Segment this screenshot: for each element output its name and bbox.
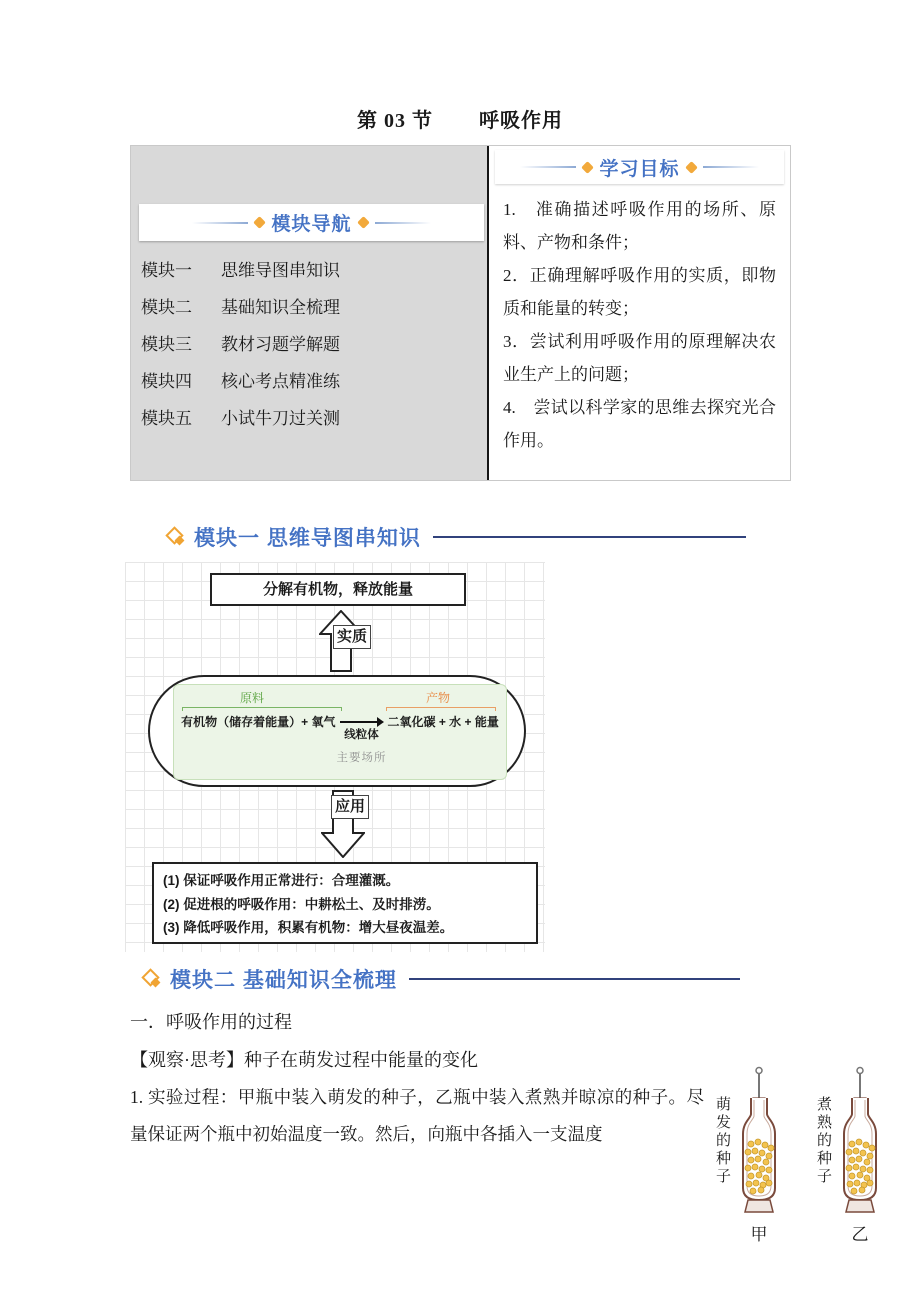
section-number: 第 03 节 — [357, 110, 433, 132]
nav-item-label: 模块三 — [141, 335, 192, 354]
equation-left: 有机物（储存着能量）+ 氧气 — [181, 715, 336, 729]
nav-item — [141, 250, 481, 287]
nav-list — [141, 250, 481, 435]
diamond-ornament-icon — [357, 216, 370, 229]
nav-item-label: 模块二 — [141, 298, 192, 317]
nav-item-text: 小试牛刀过关测 — [221, 409, 340, 428]
nav-item-text: 教材习题学解题 — [221, 335, 340, 354]
product-brace — [386, 707, 496, 711]
objective-item: 4. 尝试以科学家的思维去探究光合作用。 — [503, 398, 776, 450]
decorative-line — [192, 222, 248, 224]
nav-item — [141, 287, 481, 324]
objectives-title: 学习目标 — [599, 158, 680, 180]
reactant-label: 原料 — [240, 691, 265, 705]
equation-right: 二氧化碳 + 水 + 能量 — [387, 715, 499, 729]
nav-panel — [131, 146, 487, 480]
objectives-header — [495, 150, 784, 184]
reaction-arrow-icon — [340, 721, 382, 723]
section-rule — [409, 978, 740, 980]
objectives-list — [503, 193, 776, 457]
flask-group-yi — [813, 1066, 886, 1245]
section-title: 模块二 基础知识全梳理 — [170, 969, 397, 992]
applications-box — [152, 862, 538, 944]
reaction-arrow — [336, 713, 387, 765]
double-diamond-icon — [166, 527, 186, 547]
content-heading: 一．呼吸作用的过程 — [130, 1012, 292, 1032]
essence-box: 分解有机物，释放能量 — [210, 573, 466, 606]
section-heading-module2 — [142, 964, 740, 994]
objective-item: 1. 准确描述呼吸作用的场所、原料、产物和条件； — [503, 200, 776, 252]
diamond-ornament-icon — [582, 161, 595, 174]
up-arrow-label: 实质 — [333, 625, 371, 649]
top-panels-box — [130, 145, 791, 481]
respiration-equation — [174, 713, 506, 765]
nav-item-text: 核心考点精准练 — [221, 372, 340, 391]
nav-item — [141, 398, 481, 435]
application-item: (2) 促进根的呼吸作用：中耕松土、及时排涝。 — [163, 896, 440, 912]
site-label: 主要场所 — [336, 752, 387, 764]
section-title: 模块一 思维导图串知识 — [194, 527, 421, 550]
content-paragraph: 1. 实验过程：甲瓶中装入萌发的种子，乙瓶中装入煮熟并晾凉的种子。尽量保证两个瓶中初始温度一致。然后，向瓶中各插入一支温度 — [130, 1087, 704, 1144]
double-diamond-icon — [142, 969, 162, 989]
decorative-line — [520, 166, 576, 168]
process-stadium — [148, 675, 526, 787]
seed-flasks-figure — [712, 1066, 886, 1245]
objectives-panel — [487, 146, 790, 480]
flask-column — [834, 1066, 886, 1245]
decorative-line — [703, 166, 759, 168]
application-item: (3) 降低呼吸作用，积累有机物：增大昼夜温差。 — [163, 920, 454, 935]
catalyst-label: 线粒体 — [344, 729, 379, 741]
flask-group-jia — [712, 1066, 785, 1245]
nav-item-label: 模块一 — [141, 261, 192, 280]
nav-panel-title: 模块导航 — [271, 214, 352, 235]
flask-icon — [834, 1066, 886, 1218]
flask-name: 乙 — [851, 1225, 869, 1244]
down-arrow-label: 应用 — [331, 795, 369, 819]
nav-item-label: 模块四 — [141, 372, 192, 391]
product-label: 产物 — [426, 691, 451, 705]
nav-panel-header — [139, 204, 484, 241]
flask-label: 萌发的种子 — [714, 1096, 730, 1186]
objective-item: 2．正确理解呼吸作用的实质，即物质和能量的转变； — [503, 266, 776, 318]
decorative-line — [375, 222, 431, 224]
flask-icon — [733, 1066, 785, 1218]
diamond-ornament-icon — [685, 161, 698, 174]
application-item: (1) 保证呼吸作用正常进行：合理灌溉。 — [163, 873, 400, 888]
flask-label: 煮熟的种子 — [815, 1096, 831, 1186]
nav-item-text: 基础知识全梳理 — [221, 298, 340, 317]
section-heading-module1 — [166, 522, 746, 552]
section-rule — [433, 536, 746, 538]
content-subheading: 【观察·思考】种子在萌发过程中能量的变化 — [130, 1050, 478, 1070]
nav-item — [141, 324, 481, 361]
mindmap-canvas — [125, 562, 545, 952]
nav-item-label: 模块五 — [141, 409, 192, 428]
nav-item — [141, 361, 481, 398]
reactant-brace — [182, 707, 342, 711]
flask-name: 甲 — [750, 1225, 768, 1244]
flask-column — [733, 1066, 785, 1245]
nav-item-text: 思维导图串知识 — [221, 261, 340, 280]
page-title — [0, 104, 920, 133]
equation-panel — [173, 684, 507, 780]
title-text: 呼吸作用 — [479, 110, 563, 132]
objective-item: 3．尝试利用呼吸作用的原理解决农业生产上的问题； — [503, 332, 776, 384]
diamond-ornament-icon — [254, 216, 267, 229]
